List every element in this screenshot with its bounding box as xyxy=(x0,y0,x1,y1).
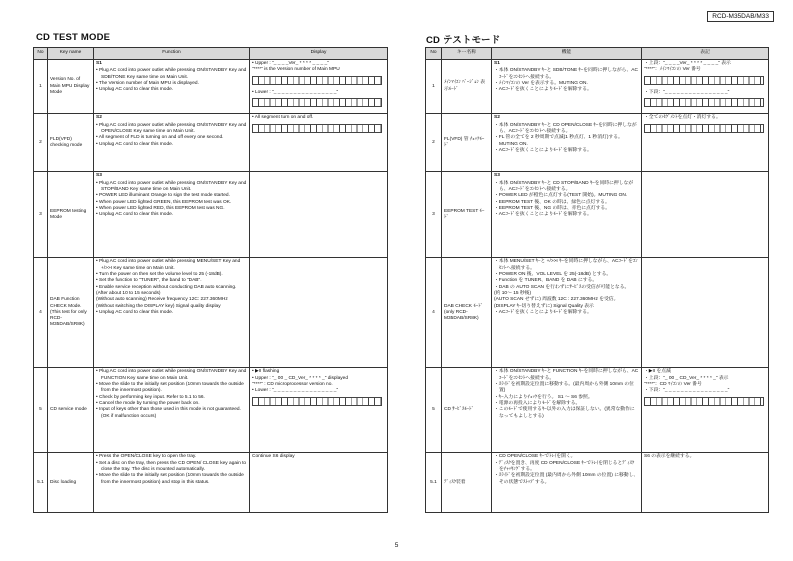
row-number: 4 xyxy=(34,258,48,368)
step-label: S1 xyxy=(96,61,102,66)
fld-segment-graphic xyxy=(252,124,382,133)
fld-segment-graphic xyxy=(644,397,764,406)
table-row xyxy=(34,60,388,114)
function-line: • When power LED lighted RED, this EEPROM test was NG. xyxy=(96,205,225,211)
function-cell xyxy=(94,114,250,172)
table-row xyxy=(426,258,769,368)
display-line: ・▶II を点滅 xyxy=(644,369,671,375)
row-number: 3 xyxy=(34,172,48,258)
page-number: 5 xyxy=(394,542,399,549)
table-row xyxy=(426,114,769,172)
table-row xyxy=(34,453,388,513)
display-cell xyxy=(642,114,769,172)
display-line: Continue S6 display xyxy=(252,454,295,460)
function-line: ・POWER ON 後、VOL LEVEL を 25(-18dB) とする。 xyxy=(494,272,612,278)
display-line: ・全てのｾｸﾞﾒﾝﾄを点灯・消灯する。 xyxy=(644,115,721,121)
function-line: • Unplug AC cord to clear this mode. xyxy=(96,87,174,93)
function-line: (Without auto scanning) Receive frequency 12C: 227.360MHz xyxy=(96,297,228,303)
display-cell xyxy=(250,172,388,258)
key-name: CD service mode xyxy=(48,368,94,453)
function-line: (AUTO SCAN せずに) 周波数 12C : 227.360MHz を受信。 xyxy=(494,297,619,303)
function-line: • Move the slide to the initially set position (10mm towards the outside from the innermost position) and stop in this status. xyxy=(96,473,244,485)
left-page-title: CD TEST MODE xyxy=(36,32,111,43)
row-number: 3 xyxy=(426,172,442,258)
row-number: 1 xyxy=(34,60,48,114)
table-header-row xyxy=(34,48,388,60)
function-line: ・ｷｰ入力によりﾁｪｯｸを行う。 S1 ～ S6 参照。 xyxy=(494,394,593,400)
key-name: EEPROM testing Mode xyxy=(48,172,94,258)
key-name: FL(VFD) 管 ﾁｪｯｸﾓｰﾄﾞ xyxy=(442,114,492,172)
function-line: • Plug AC cord into power outlet while pressing MENU/SET Key and +/>>I Key same time on Main Unit. xyxy=(96,259,241,271)
display-cell xyxy=(250,114,388,172)
display-line: • Upper : "_ _ _ _Ver_ * * * * _ _ _ _" xyxy=(252,61,329,66)
function-line: ・このﾓｰﾄﾞで使用するｷｰ以外の入力は保証しない。(異常な動作になってもよしとする) xyxy=(494,407,635,419)
display-line: • ▶II flashing xyxy=(252,369,280,375)
function-line: ・本体 ON/STANDBY ｷｰと CD STOP/BAND ｷｰを同時に押しながら、ACｺｰﾄﾞをｺﾝｾﾝﾄへ接続する。 xyxy=(494,180,634,193)
fld-segment-graphic xyxy=(644,98,764,107)
function-line: ・ﾒｲﾝﾏｲｺﾝの Ver を表示する。MUTING ON. xyxy=(494,80,588,86)
function-cell xyxy=(492,172,642,258)
key-name: FLD(VFD) checking mode xyxy=(48,114,94,172)
function-cell xyxy=(492,60,642,114)
display-line: • Upper : "_ 00 _ CD_Ver_ * * * * _" displayed xyxy=(252,375,349,381)
display-line: "****"：CD ﾏｲｺﾝの Ver 番号 xyxy=(644,382,702,388)
function-line: ・ACｺｰﾄﾞを抜くことによりﾓｰﾄﾞを解除する。 xyxy=(494,147,592,153)
display-cell xyxy=(642,172,769,258)
function-line: (DISPLAY ｷｰ切り替えずに) Signal Quality 表示 xyxy=(494,303,594,309)
function-line: • Press the OPEN/CLOSE key to open the tray. xyxy=(96,454,197,460)
col-header: 表記 xyxy=(642,48,769,60)
fld-segment-graphic xyxy=(644,124,764,133)
function-line: ・ACｺｰﾄﾞを抜くことによりﾓｰﾄﾞを解除する。 xyxy=(494,87,592,93)
row-number: 5.1 xyxy=(34,453,48,513)
function-line: ・本体 ON/STANDBY ｷｰと FUNCTION ｷｰを同時に押しながら、ACｺｰﾄﾞをｺﾝｾﾝﾄへ接続する。 xyxy=(494,369,639,381)
key-name: ﾃﾞｨｽｸ装着 xyxy=(442,453,492,513)
row-number: 2 xyxy=(34,114,48,172)
function-line: ・電源の再投入によりﾓｰﾄﾞを解除する。 xyxy=(494,400,581,406)
function-line: • The Version number of Main MPU is displayed. xyxy=(96,80,199,86)
function-line: ・本体 ON/STANDBY ｷｰと SDB/TONE ｷｰを同時に押しながら、ACｺｰﾄﾞをｺﾝｾﾝﾄへ接続する。 xyxy=(494,68,638,80)
function-line: ・ｽﾗｲﾄﾞを初期設定位置 (最内周から外側 10mm の位置) に移動し、その状態でｽﾄｯﾌﾟする。 xyxy=(494,473,639,485)
col-header: Display xyxy=(250,48,388,60)
display-line: ・上段："_ _ _ _Ver_ * * * * _ _ _ _" 表示 xyxy=(644,61,731,66)
function-cell xyxy=(94,172,250,258)
key-name: ﾒｲﾝﾏｲｺﾝ ﾊﾞｰｼﾞｮﾝ 表示ﾓｰﾄﾞ xyxy=(442,60,492,114)
display-line: • All segment turn on and off. xyxy=(252,115,314,121)
table-row xyxy=(426,453,769,513)
table-row xyxy=(34,114,388,172)
display-cell xyxy=(250,453,388,513)
col-header: キー名称 xyxy=(442,48,492,60)
function-line: • Enable service reception without conducting DAB auto scanning. xyxy=(96,284,237,290)
row-number: 5 xyxy=(426,368,442,453)
function-line: (約 10～ 15 秒後) xyxy=(494,290,532,296)
table-header-row xyxy=(426,48,769,60)
display-line: S6 の表示を継続する。 xyxy=(644,454,695,460)
row-number: 5.1 xyxy=(426,453,442,513)
function-cell xyxy=(94,258,250,368)
function-line: ・DAB の AUTO SCAN を行わずにｻｰﾋﾞｽの受信が可能となる。 xyxy=(494,284,630,290)
key-name: CD ｻｰﾋﾞｽﾓｰﾄﾞ xyxy=(442,368,492,453)
display-cell xyxy=(642,258,769,368)
cd-test-mode-table-jp xyxy=(425,47,769,513)
display-line: "****" is the Version number of Main MPU xyxy=(252,67,340,73)
model-number: RCD-M35DAB/M33 xyxy=(707,11,774,22)
function-line: • Set a disc on the tray, then press the CD OPEN/ CLOSE key again to close the tray. The disc is mounted automatically. xyxy=(96,460,247,473)
function-line: • Input of keys other than those used in this mode is not guaranteed. (OK if malfunction occurs) xyxy=(96,407,241,419)
fld-segment-graphic xyxy=(252,76,382,85)
cd-test-mode-table-en xyxy=(33,47,388,513)
function-line: • Plug AC cord into power outlet while pressing ON/STANDBY Key and STOP/BAND Key same time on Main Unit. xyxy=(96,180,247,193)
key-name: EEPROM TEST ﾓｰﾄﾞ xyxy=(442,172,492,258)
function-line: ・CD OPEN/CLOSE ｷｰでﾄﾚｲを開く。 xyxy=(494,454,576,460)
right-page-title: CD テストモード xyxy=(426,35,501,46)
col-header: Key name xyxy=(48,48,94,60)
display-cell xyxy=(250,60,388,114)
function-cell xyxy=(492,368,642,453)
key-name: Disc loading xyxy=(48,453,94,513)
function-line: • All segment of FLD is turning on and off every one second. xyxy=(96,135,224,141)
function-line: ・ACｺｰﾄﾞを抜くことによりﾓｰﾄﾞを解除する。 xyxy=(494,309,592,315)
display-line: • Lower : "_ _ _ _ _ _ _ _ _ _ _ _ _ _ _ _" xyxy=(252,388,339,394)
function-cell xyxy=(492,114,642,172)
display-line: ・上段："_ 00 _ CD_Ver_ * * * * _" 表示 xyxy=(644,375,729,381)
function-line: ・POWER LED が橙色に点灯する(TEST 開始)。MUTING ON. xyxy=(494,193,628,199)
function-line: • Unplug AC cord to clear this mode. xyxy=(96,141,174,147)
display-line: "****" : CD microprocessor version no. xyxy=(252,382,333,388)
function-line: ・ACｺｰﾄﾞを抜くことによりﾓｰﾄﾞを解除する。 xyxy=(494,212,592,218)
function-line: • Turn the power on then set the volume level to 25 (-18dB). xyxy=(96,272,223,278)
table-row xyxy=(34,368,388,453)
row-number: 4 xyxy=(426,258,442,368)
function-line: • Plug AC cord into power outlet while pressing ON/STANDBY Key and SDB/TONE Key same time on Main Unit. xyxy=(96,68,247,80)
function-line: ・Function を TUNER、BAND を DAB にする。 xyxy=(494,278,598,284)
table-row xyxy=(34,258,388,368)
function-line: • Plug AC cord into power outlet while pressing ON/STANDBY Key and OPEN/CLOSE Key same time on Main Unit. xyxy=(96,122,247,135)
row-number: 1 xyxy=(426,60,442,114)
function-line: • Move the slide to the initially set position (10mm towards the outside from the innermost position). xyxy=(96,382,244,394)
function-line: ・EEPROM TEST 後、NG の時は、赤色に点灯する。 xyxy=(494,205,611,211)
function-line: • Cancel the mode by turning the power back on. xyxy=(96,400,200,406)
step-label: S2 xyxy=(96,115,102,121)
function-line: ・ﾃﾞｨｽｸを置き、再度 CD OPEN/CLOSE ｷｰでﾄﾚｲを閉じるとﾃﾞｨｽｸをﾁｬｯｷﾝｸﾞする。 xyxy=(494,460,635,473)
function-line: • POWER LED illuminant Orange to sign the test mode started. xyxy=(96,193,230,199)
step-label: S1 xyxy=(494,61,500,66)
function-line: • Unplug AC cord to clear this mode. xyxy=(96,212,174,218)
display-line: ・下段："_ _ _ _ _ _ _ _ _ _ _ _ _ _ _ _" xyxy=(644,89,730,95)
key-name: DAB Function CHECK Mode. (This test for only RCD-M35DAB/SR8K) xyxy=(48,258,94,368)
row-number: 5 xyxy=(34,368,48,453)
fld-segment-graphic xyxy=(644,76,764,85)
display-cell xyxy=(642,453,769,513)
function-line: ・本体 ON/STANDBY ｷｰと CD OPEN/CLOSE ｷｰを同時に押しながら、ACｺｰﾄﾞをｺﾝｾﾝﾄへ接続する。 xyxy=(494,122,637,135)
function-cell xyxy=(94,453,250,513)
step-label: S3 xyxy=(494,173,500,179)
function-line: • Check by performing key input. Refer to 5.1 to 56. xyxy=(96,394,205,400)
function-cell xyxy=(492,258,642,368)
key-name: DAB CHECK ﾓｰﾄﾞ (only RCD-M35DAB/SR8K) xyxy=(442,258,492,368)
function-cell xyxy=(94,368,250,453)
table-row xyxy=(426,172,769,258)
function-line: ・ｽﾗｲﾄﾞを初期設定位置に移動する。(最内周から外側 10mm の位置) xyxy=(494,382,634,394)
function-line: ・本体 MENU/SET ｷｰと +/>>I ｷｰを同時に押しながら、ACｺｰﾄﾞをｺﾝｾﾝﾄへ接続する。 xyxy=(494,259,638,271)
key-name: Version No. of Main MPU Display Mode xyxy=(48,60,94,114)
fld-segment-graphic xyxy=(252,397,382,406)
display-cell xyxy=(250,258,388,368)
function-line: • Plug AC cord into power outlet while pressing ON/STANDBY Key and FUNCTION Key same time on Main Unit. xyxy=(96,369,247,381)
function-cell xyxy=(94,60,250,114)
function-line: ・FL 管の全てを 2 秒周期で点滅(1 秒点灯、1 秒消灯)する。MUTING ON. xyxy=(494,135,623,147)
fld-segment-graphic xyxy=(252,98,382,107)
col-header: No xyxy=(426,48,442,60)
display-line: "****"：ﾒｲﾝﾏｲｺﾝの Ver 番号 xyxy=(644,67,701,73)
step-label: S3 xyxy=(96,173,102,179)
display-line: • Lower : "_ _ _ _ _ _ _ _ _ _ _ _ _ _ _ _" xyxy=(252,89,339,95)
row-number: 2 xyxy=(426,114,442,172)
function-line: • Unplug AC cord to clear this mode. xyxy=(96,309,174,315)
function-cell xyxy=(492,453,642,513)
function-line: ・EEPROM TEST 後、OK の時は、緑色に点灯する。 xyxy=(494,199,610,205)
table-row xyxy=(426,60,769,114)
display-line: ・下段："_ _ _ _ _ _ _ _ _ _ _ _ _ _ _ _" xyxy=(644,388,730,394)
display-cell xyxy=(642,60,769,114)
function-line: (Without switching the DISPLAY key) Signal quality display xyxy=(96,303,221,309)
col-header: 機能 xyxy=(492,48,642,60)
step-label: S2 xyxy=(494,115,500,121)
display-cell xyxy=(250,368,388,453)
col-header: No xyxy=(34,48,48,60)
table-row xyxy=(34,172,388,258)
col-header: Function xyxy=(94,48,250,60)
table-row xyxy=(426,368,769,453)
display-cell xyxy=(642,368,769,453)
function-line: (After about 10 to 15 seconds) xyxy=(96,290,161,296)
function-line: • Set the function to "TUNER", the band to "DAB". xyxy=(96,278,202,284)
function-line: • When power LED lighted GREEN, this EEPROM test was OK. xyxy=(96,199,232,205)
